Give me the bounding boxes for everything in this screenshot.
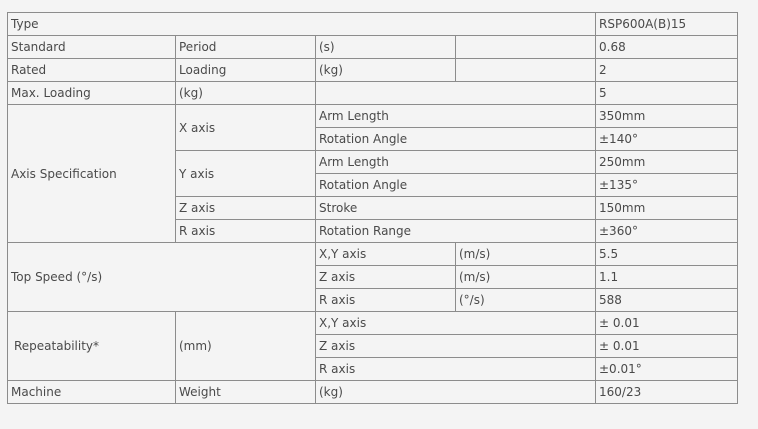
empty-cell — [456, 36, 596, 59]
r-axis-label: R axis — [176, 220, 316, 243]
table-row — [8, 59, 738, 82]
empty-cell — [456, 59, 596, 82]
repeatability-value: ± 0.01 — [596, 335, 738, 358]
repeatability-value: ±0.01° — [596, 358, 738, 381]
top-speed-value: 1.1 — [596, 266, 738, 289]
table-row — [8, 381, 738, 404]
rated-unit: (kg) — [316, 59, 456, 82]
machine-value: 160/23 — [596, 381, 738, 404]
type-label: Type — [8, 13, 596, 36]
rated-value: 2 — [596, 59, 738, 82]
z-stroke-label: Stroke — [316, 197, 596, 220]
x-rotation-value: ±140° — [596, 128, 738, 151]
table-row — [8, 243, 738, 266]
repeatability-unit: (mm) — [176, 312, 316, 381]
top-speed-value: 5.5 — [596, 243, 738, 266]
x-arm-length-label: Arm Length — [316, 105, 596, 128]
y-axis-label: Y axis — [176, 151, 316, 197]
max-loading-label: Max. Loading — [8, 82, 176, 105]
repeatability-axis: R axis — [316, 358, 596, 381]
y-rotation-label: Rotation Angle — [316, 174, 596, 197]
axis-spec-label: Axis Specification — [8, 105, 176, 243]
max-loading-value: 5 — [596, 82, 738, 105]
z-stroke-value: 150mm — [596, 197, 738, 220]
machine-label: Machine — [8, 381, 176, 404]
specification-table — [7, 12, 738, 404]
z-axis-label: Z axis — [176, 197, 316, 220]
machine-unit: (kg) — [316, 381, 596, 404]
top-speed-value: 588 — [596, 289, 738, 312]
standard-value: 0.68 — [596, 36, 738, 59]
top-speed-axis: R axis — [316, 289, 456, 312]
max-loading-unit: (kg) — [176, 82, 316, 105]
top-speed-unit: (m/s) — [456, 266, 596, 289]
machine-param: Weight — [176, 381, 316, 404]
top-speed-unit: (°/s) — [456, 289, 596, 312]
top-speed-axis: Z axis — [316, 266, 456, 289]
top-speed-axis: X,Y axis — [316, 243, 456, 266]
standard-param: Period — [176, 36, 316, 59]
table-row — [8, 13, 738, 36]
y-rotation-value: ±135° — [596, 174, 738, 197]
repeatability-axis: Z axis — [316, 335, 596, 358]
table-row — [8, 36, 738, 59]
top-speed-unit: (m/s) — [456, 243, 596, 266]
repeatability-label: Repeatability* — [8, 312, 176, 381]
y-arm-length-label: Arm Length — [316, 151, 596, 174]
table-row — [8, 312, 738, 335]
table-row — [8, 82, 738, 105]
standard-label: Standard — [8, 36, 176, 59]
standard-unit: (s) — [316, 36, 456, 59]
rated-label: Rated — [8, 59, 176, 82]
r-rotation-range-value: ±360° — [596, 220, 738, 243]
repeatability-axis: X,Y axis — [316, 312, 596, 335]
top-speed-label: Top Speed (°/s) — [8, 243, 316, 312]
type-value: RSP600A(B)15 — [596, 13, 738, 36]
y-arm-length-value: 250mm — [596, 151, 738, 174]
x-arm-length-value: 350mm — [596, 105, 738, 128]
repeatability-value: ± 0.01 — [596, 312, 738, 335]
r-rotation-range-label: Rotation Range — [316, 220, 596, 243]
empty-cell — [316, 82, 596, 105]
rated-param: Loading — [176, 59, 316, 82]
table-row — [8, 105, 738, 128]
x-axis-label: X axis — [176, 105, 316, 151]
x-rotation-label: Rotation Angle — [316, 128, 596, 151]
